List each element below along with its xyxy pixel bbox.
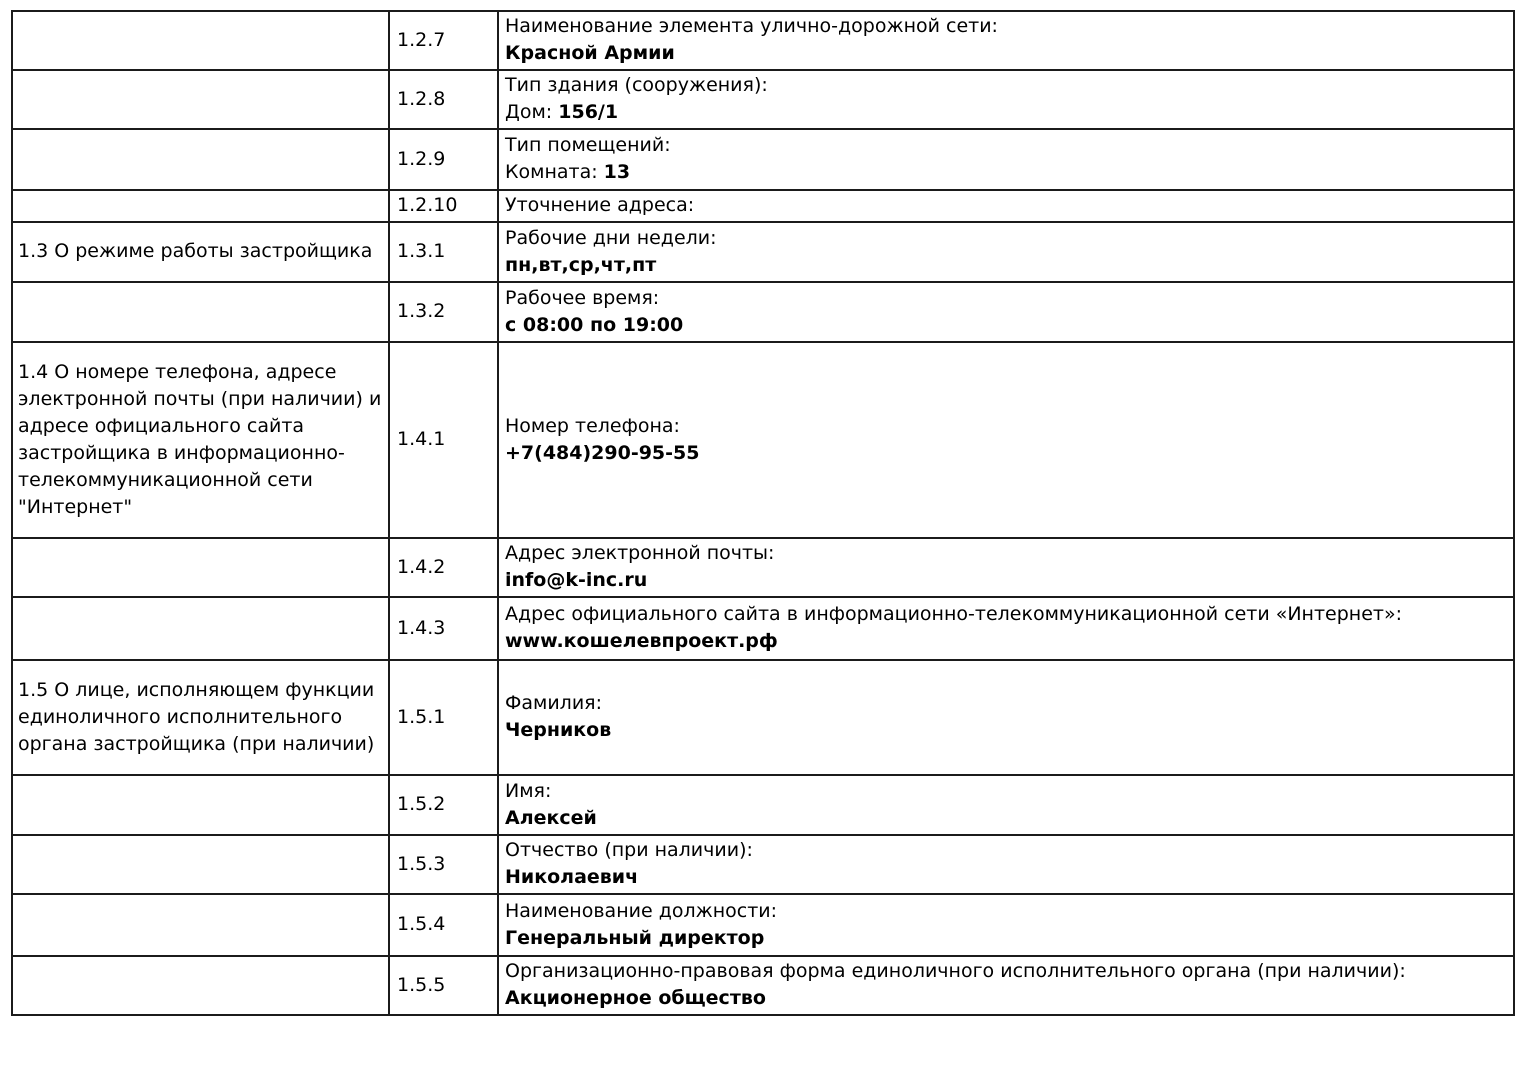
item-content-cell: [498, 11, 1514, 70]
table-row: [12, 222, 1514, 282]
section-title-cell: [12, 597, 389, 660]
field-value: Красной Армии: [505, 42, 675, 64]
field-label: Наименование должности:: [505, 899, 778, 922]
section-title-cell: [12, 894, 389, 956]
field-label: Номер телефона:: [505, 414, 680, 437]
section-title-cell: [12, 11, 389, 70]
field-value: Николаевич: [505, 866, 639, 888]
table-row: [12, 538, 1514, 597]
item-content-cell: [498, 956, 1514, 1015]
item-content-cell: [498, 190, 1514, 222]
item-content-cell: [498, 835, 1514, 894]
field-label: Имя:: [505, 779, 552, 802]
section-title-cell: [12, 775, 389, 835]
item-number-cell: [389, 956, 498, 1015]
field-value: Акционерное общество: [505, 987, 766, 1009]
item-content-cell: [498, 660, 1514, 775]
table-row: [12, 660, 1514, 775]
item-number: 1.5.1: [397, 705, 446, 728]
field-value: Комната: 13: [505, 161, 631, 183]
item-content-cell: [498, 597, 1514, 660]
table-row: [12, 70, 1514, 129]
field-label: Фамилия:: [505, 692, 603, 714]
section-title-cell: [12, 70, 389, 129]
field-label: Отчество (при наличии):: [505, 839, 753, 861]
item-content-cell: [498, 538, 1514, 597]
field-value: Дом: 156/1: [505, 101, 619, 123]
table-row: [12, 11, 1514, 70]
item-number: 1.2.7: [397, 28, 446, 51]
field-value: www.кошелевпроект.рф: [505, 630, 778, 652]
section-title: 1.5 О лице, исполняющем функции единоличного исполнительного органа застройщика (при наличии): [18, 678, 375, 755]
item-content-cell: [498, 775, 1514, 835]
item-content-cell: [498, 70, 1514, 129]
field-label: Адрес электронной почты:: [505, 542, 775, 564]
section-title-cell: [12, 538, 389, 597]
section-title-cell: [12, 956, 389, 1015]
item-content-cell: [498, 894, 1514, 956]
field-value: пн,вт,ср,чт,пт: [505, 253, 657, 276]
section-title-cell: [12, 660, 389, 775]
field-label: Организационно-правовая форма единоличного исполнительного органа (при наличии):: [505, 960, 1406, 982]
table-row: [12, 775, 1514, 835]
field-label: Адрес официального сайта в информационно-телекоммуникационной сети «Интернет»:: [505, 603, 1403, 625]
item-number: 1.4.2: [397, 555, 446, 578]
section-title-cell: [12, 282, 389, 342]
field-label: Уточнение адреса:: [505, 194, 695, 216]
item-number: 1.3.2: [397, 300, 446, 322]
item-number-cell: [389, 282, 498, 342]
table-row: [12, 342, 1514, 538]
item-number: 1.2.10: [397, 194, 458, 216]
declaration-table: [11, 10, 1515, 1016]
item-number-cell: [389, 342, 498, 538]
section-title-cell: [12, 222, 389, 282]
item-number: 1.3.1: [397, 240, 446, 262]
field-value: Генеральный директор: [505, 926, 765, 949]
item-number: 1.5.5: [397, 973, 446, 996]
item-number: 1.5.2: [397, 793, 446, 815]
table-row: [12, 129, 1514, 190]
field-value: Алексей: [505, 806, 597, 829]
item-number-cell: [389, 129, 498, 190]
section-title: 1.3 О режиме работы застройщика: [18, 240, 373, 262]
item-content-cell: [498, 222, 1514, 282]
table-row: [12, 835, 1514, 894]
table-row: [12, 190, 1514, 222]
field-value: info@k-inc.ru: [505, 569, 648, 591]
item-number: 1.2.9: [397, 147, 446, 170]
item-number: 1.4.1: [397, 428, 446, 450]
section-title-cell: [12, 835, 389, 894]
item-number-cell: [389, 775, 498, 835]
item-content-cell: [498, 282, 1514, 342]
field-label: Рабочие дни недели:: [505, 226, 717, 249]
item-number: 1.5.4: [397, 913, 446, 935]
item-number-cell: [389, 222, 498, 282]
field-label: Тип здания (сооружения):: [505, 74, 768, 96]
table-row: [12, 894, 1514, 956]
item-number-cell: [389, 835, 498, 894]
table-row: [12, 956, 1514, 1015]
item-number-cell: [389, 538, 498, 597]
item-number-cell: [389, 11, 498, 70]
item-number-cell: [389, 70, 498, 129]
field-label: Рабочее время:: [505, 286, 660, 309]
section-title-cell: [12, 190, 389, 222]
item-content-cell: [498, 129, 1514, 190]
table-row: [12, 597, 1514, 660]
item-number-cell: [389, 597, 498, 660]
field-label: Наименование элемента улично-дорожной сети:: [505, 15, 998, 37]
item-number: 1.5.3: [397, 852, 446, 875]
item-number-cell: [389, 190, 498, 222]
section-title: 1.4 О номере телефона, адресе электронной почты (при наличии) и адресе официального сайта застройщика в информационно-телекоммуникационной сети "Интернет": [18, 360, 382, 518]
field-value: +7(484)290-95-55: [505, 441, 700, 464]
item-number: 1.4.3: [397, 616, 446, 639]
field-value: Черников: [505, 719, 612, 741]
item-content-cell: [498, 342, 1514, 538]
field-value: с 08:00 по 19:00: [505, 313, 684, 336]
table-row: [12, 282, 1514, 342]
field-label: Тип помещений:: [505, 134, 671, 156]
item-number-cell: [389, 894, 498, 956]
item-number-cell: [389, 660, 498, 775]
item-number: 1.2.8: [397, 87, 446, 110]
section-title-cell: [12, 129, 389, 190]
section-title-cell: [12, 342, 389, 538]
